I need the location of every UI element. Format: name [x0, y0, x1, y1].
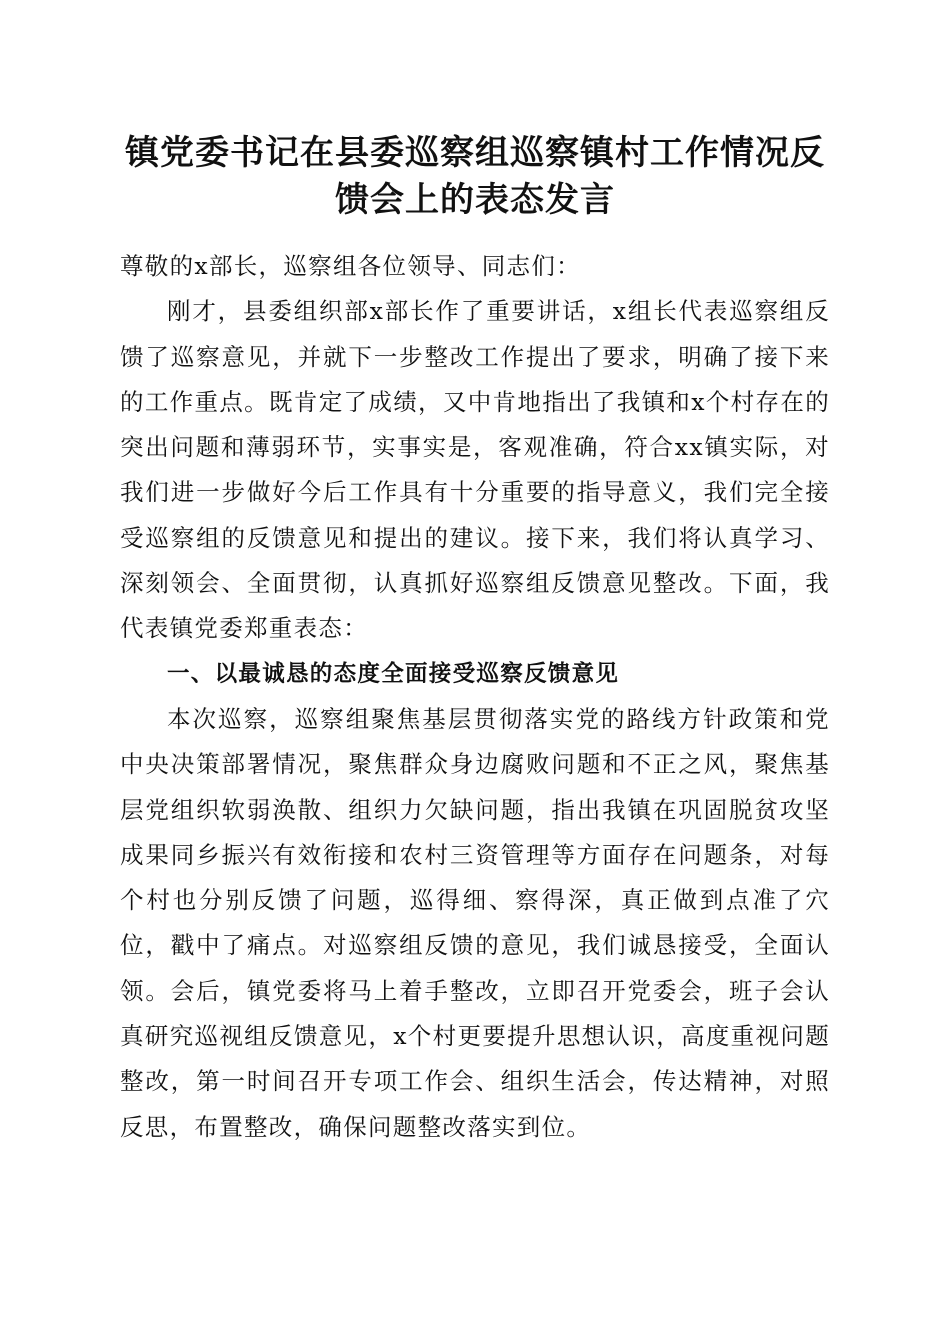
title-line-2: 馈会上的表态发言	[335, 180, 615, 220]
paragraph-opening: 刚才，县委组织部x部长作了重要讲话，x组长代表巡察组反馈了巡察意见，并就下一步整改工作提出了要求，明确了接下来的工作重点。既肯定了成绩，又中肯地指出了我镇和x个村存在的突出问题和薄弱环节，实事实是，客观准确，符合xx镇实际，对我们进一步做好今后工作具有十分重要的指导意义，我们完全接受巡察组的反馈意见和提出的建议。接下来，我们将认真学习、深刻领会、全面贯彻，认真抓好巡察组反馈意见整改。下面，我代表镇党委郑重表态：	[120, 297, 830, 643]
document-body	[120, 244, 830, 1150]
document-title	[100, 130, 850, 224]
section-heading-1: 一、以最诚恳的态度全面接受巡察反馈意见	[167, 660, 620, 687]
paragraph-section-1: 本次巡察，巡察组聚焦基层贯彻落实党的路线方针政策和党中央决策部署情况，聚焦群众身边腐败问题和不正之风，聚焦基层党组织软弱涣散、组织力欠缺问题，指出我镇在巩固脱贫攻坚成果同乡振兴有效衔接和农村三资管理等方面存在问题条，对每个村也分别反馈了问题，巡得细、察得深，真正做到点准了穴位，戳中了痛点。对巡察组反馈的意见，我们诚恳接受，全面认领。会后，镇党委将马上着手整改，立即召开党委会，班子会认真研究巡视组反馈意见，x个村更要提升思想认识，高度重视问题整改，第一时间召开专项工作会、组织生活会，传达精神，对照反思，布置整改，确保问题整改落实到位。	[120, 704, 830, 1141]
title-line-1: 镇党委书记在县委巡察组巡察镇村工作情况反	[125, 133, 825, 173]
salutation: 尊敬的x部长，巡察组各位领导、同志们：	[120, 252, 581, 280]
